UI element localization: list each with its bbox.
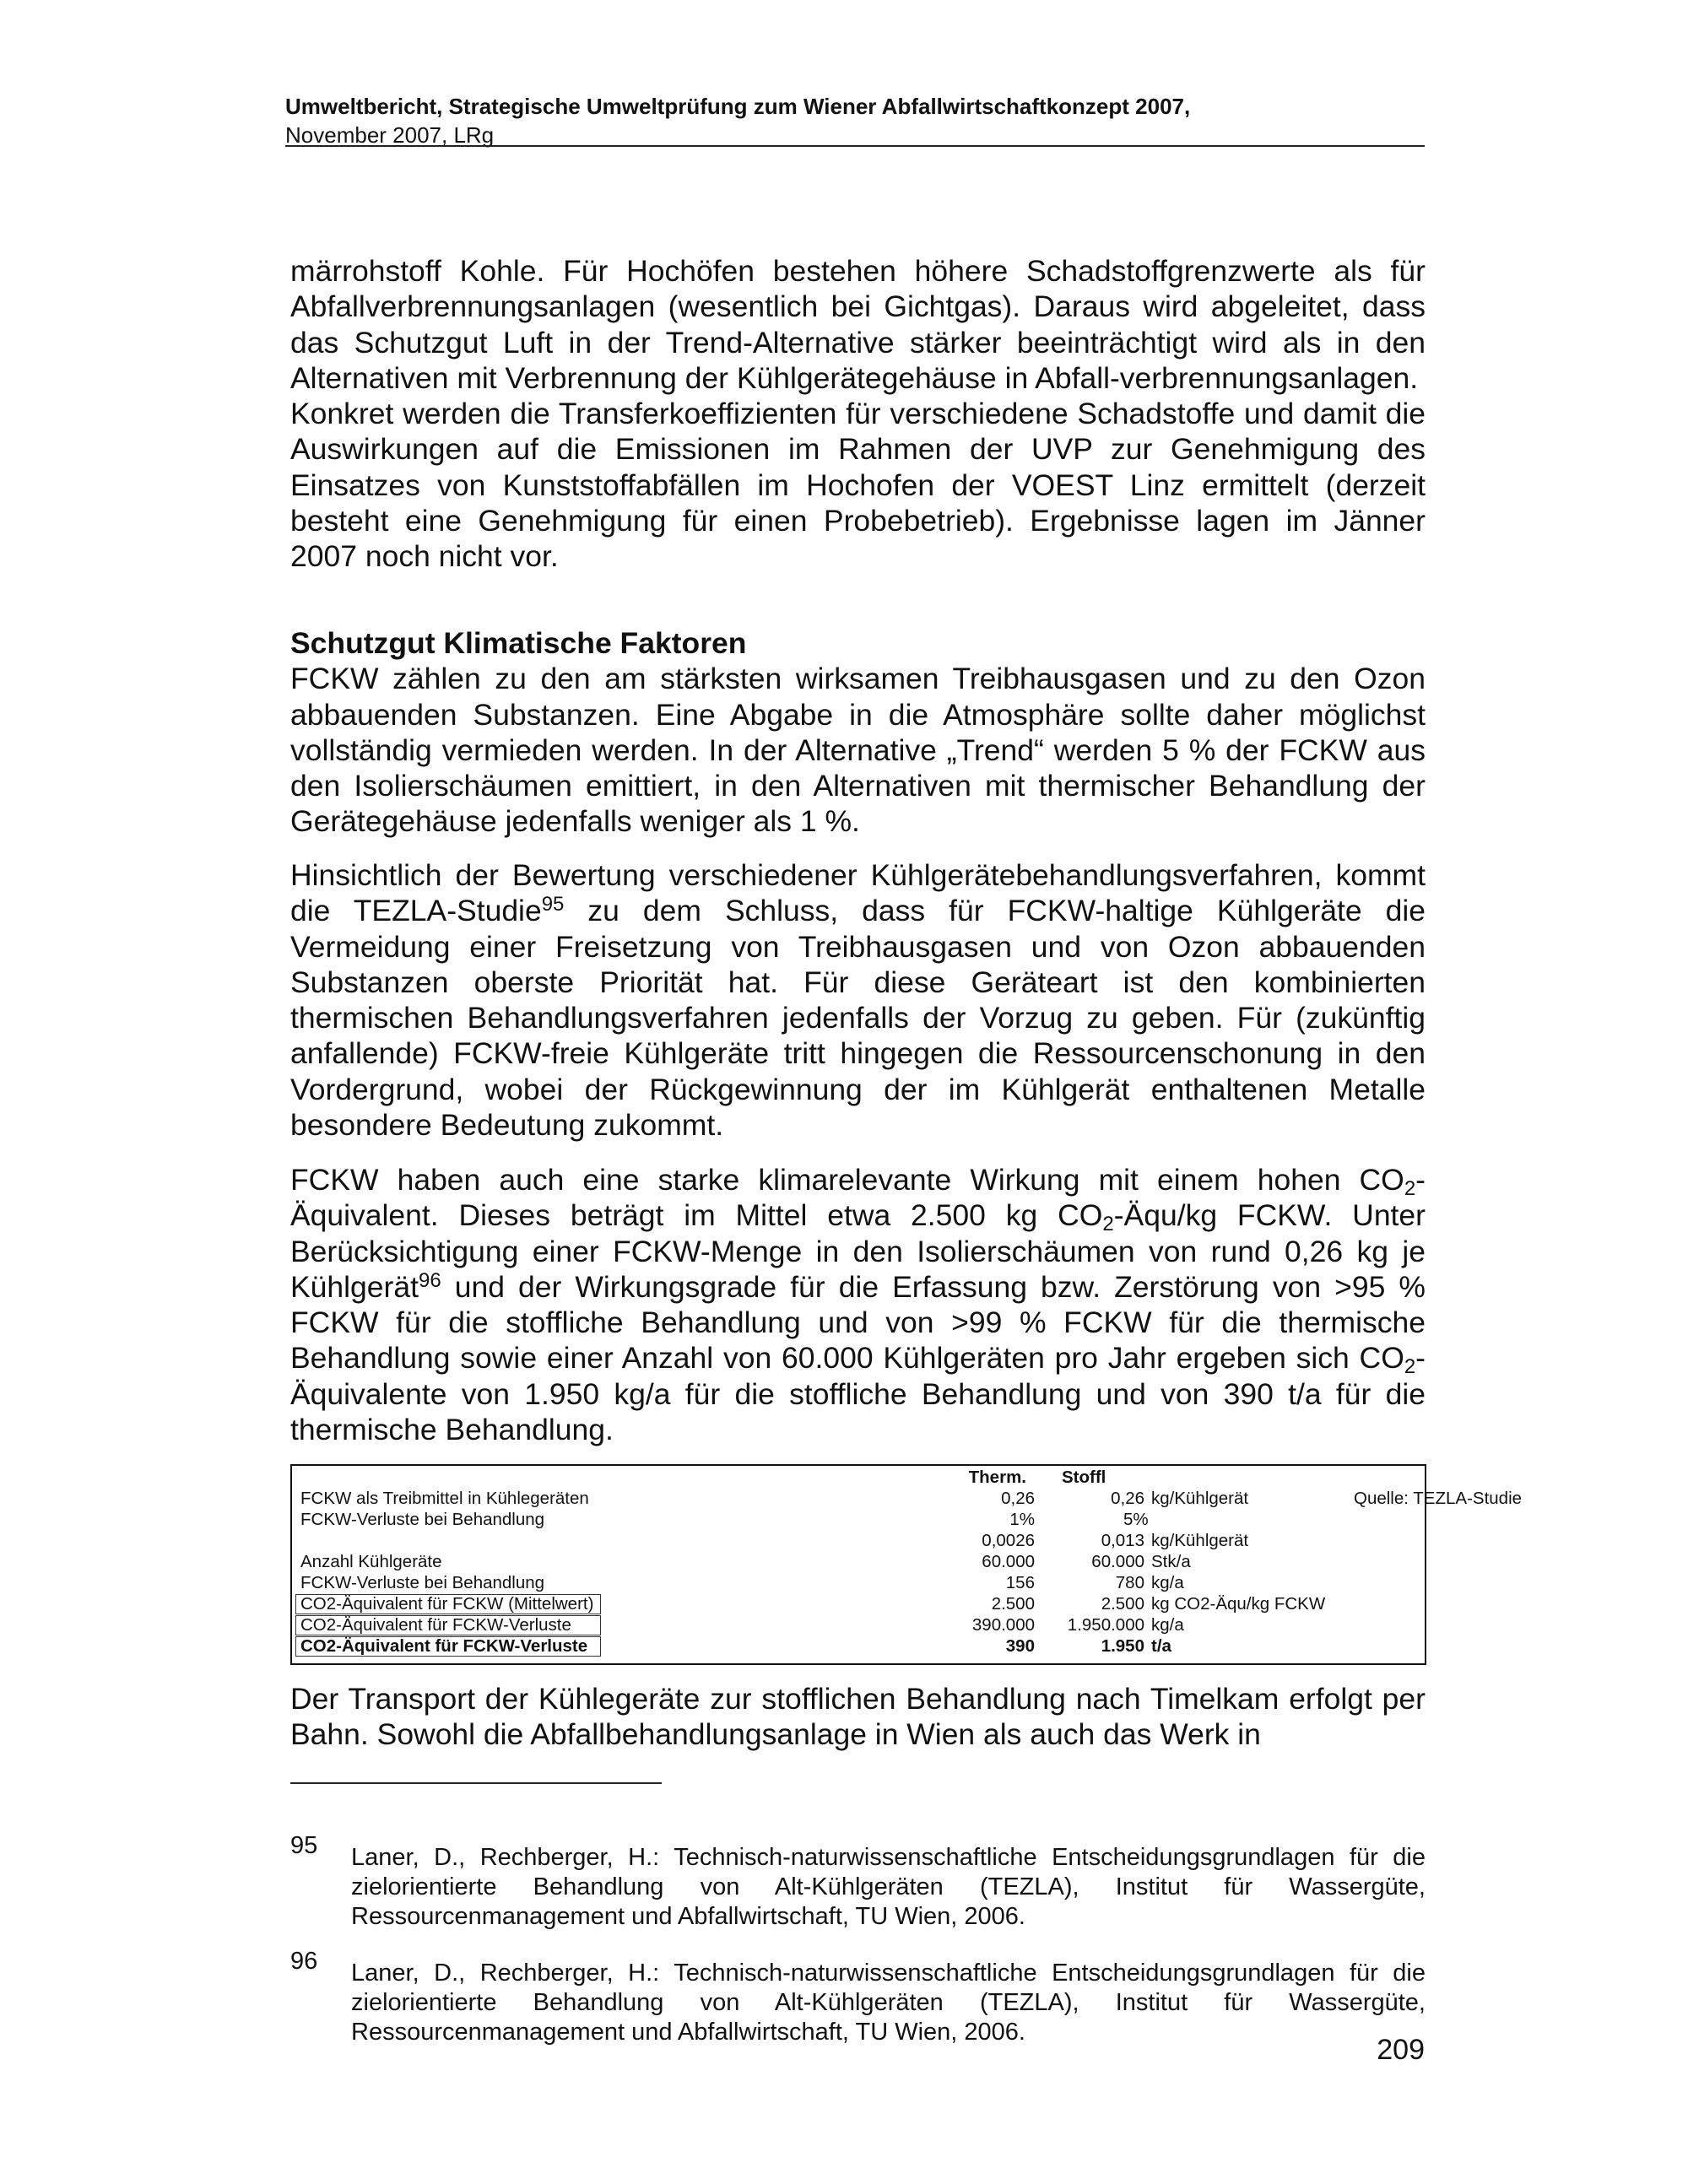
table-row (292, 1530, 1425, 1551)
cell-stoffl: 1.950 (1101, 1636, 1144, 1656)
paragraph-transferkoeffizienten: Konkret werden die Transferkoeffizienten für verschiedene Schadstoffe und damit die Auswirkungen auf die Emissionen im Rahmen der UVP zur Genehmigung des Einsatzes von Kunststoffabfällen im Hochofen der VOEST Linz ermittelt (derzeit besteht eine Genehmigung für einen Probebetrieb). Ergebnisse lagen im Jänner 2007 noch nicht vor. (290, 397, 1426, 574)
paragraph-fckw-treibhausgase: FCKW zählen zu den am stärksten wirksamen Treibhausgasen und zu den Ozon abbauenden Substanzen. Eine Abgabe in die Atmosphäre sollte daher möglichst vollständig vermieden werden. In der Alternative „Trend“ werden 5 % der FCKW aus den Isolierschäumen emittiert, in den Alternativen mit thermischer Behandlung der Gerätegehäuse jedenfalls weniger als 1 %. (290, 662, 1426, 839)
co2-text-e: -Äquivalente von 1.950 kg/a für die stoffliche Behandlung und von 390 t/a für die thermische Behandlung. (290, 1341, 1426, 1447)
cell-therm: 0,0026 (982, 1531, 1035, 1550)
cell-stoffl: 0,013 (1101, 1531, 1144, 1550)
paragraph-transport-text: Der Transport der Kühlegeräte zur stofflichen Behandlung nach Timelkam erfolgt per Bahn. Sowohl die Abfallbehandlungsanlage in Wien als auch das Werk in (290, 1682, 1426, 1752)
cell-therm: 0,26 (1001, 1489, 1035, 1508)
cell-stoffl: 780 (1115, 1573, 1144, 1592)
footnote-number: 96 (290, 1948, 318, 1975)
cell-unit: kg/Kühlgerät (1151, 1531, 1249, 1550)
row-label: CO2-Äquivalent für FCKW-Verluste (300, 1615, 571, 1635)
section-heading: Schutzgut Klimatische Faktoren (290, 626, 747, 660)
header-title: Umweltbericht, Strategische Umweltprüfung zum Wiener Abfallwirtschaftkonzept 2007, (285, 94, 1191, 119)
row-label: CO2-Äquivalent für FCKW (Mittelwert) (300, 1594, 594, 1614)
cell-therm: 1% (1009, 1510, 1035, 1529)
cell-unit: kg/Kühlgerät (1151, 1489, 1249, 1508)
cell-stoffl: 5% (1123, 1510, 1149, 1529)
cell-stoffl: 1.950.000 (1067, 1615, 1144, 1635)
cell-stoffl: 2.500 (1101, 1594, 1144, 1614)
table-row (292, 1488, 1523, 1509)
paragraph-tezla (290, 857, 1426, 1143)
table-row (292, 1572, 1425, 1593)
row-label: FCKW-Verluste bei Behandlung (300, 1510, 545, 1529)
row-label: FCKW als Treibmittel in Kühlegeräten (300, 1489, 589, 1508)
paragraph-transport (290, 1681, 1426, 1753)
column-header-stoffl: Stoffl (1062, 1468, 1106, 1487)
co2-text-a: FCKW haben auch eine starke klimarelevante Wirkung mit einem hohen CO (290, 1163, 1404, 1197)
co2-text-d: und der Wirkungsgrade für die Erfassung bzw. Zerstörung von >95 % FCKW für die stoffliche Behandlung und von >99 % FCKW für die thermische Behandlung sowie einer Anzahl von 60.000 Kühlgeräten pro Jahr ergeben sich CO (290, 1269, 1426, 1376)
footnote-text: Laner, D., Rechberger, H.: Technisch-naturwissenschaftliche Entscheidungsgrundlagen für die zielorientierte Behandlung von Alt-Kühlgeräten (TEZLA), Institut für Wassergüte, Ressourcenmanagement und Abfallwirtschaft, TU Wien, 2006. (351, 1960, 1426, 2046)
row-label: FCKW-Verluste bei Behandlung (300, 1573, 545, 1592)
table-row (292, 1551, 1425, 1572)
section-klima (290, 625, 1426, 840)
table-total-row (292, 1635, 1425, 1657)
co2-calculation-table (290, 1464, 1523, 1665)
subscript-2: 2 (1404, 1355, 1416, 1379)
footnote-96 (290, 1948, 1426, 2047)
tezla-text-a: Hinsichtlich der Bewertung verschiedener Kühlgerätebehandlungsverfahren, kommt die TEZLA-Studie (290, 858, 1426, 928)
running-header (285, 91, 1425, 149)
header-divider (285, 145, 1425, 147)
cell-stoffl: 60.000 (1091, 1552, 1144, 1571)
cell-stoffl: 0,26 (1111, 1489, 1144, 1508)
table-row (292, 1509, 1425, 1530)
cell-unit: kg CO2-Äqu/kg FCKW (1151, 1594, 1326, 1614)
footnote-ref-95[interactable]: 95 (541, 893, 565, 916)
cell-therm: 390.000 (971, 1615, 1035, 1635)
cell-therm: 156 (1005, 1573, 1035, 1592)
cell-unit: t/a (1151, 1636, 1171, 1656)
co2-text-c: -Äqu/kg FCKW. Unter Berücksichtigung einer FCKW-Menge in den Isolierschäumen von rund 0,26 kg je Kühlgerät (290, 1198, 1426, 1304)
cell-unit: kg/a (1151, 1573, 1184, 1592)
table-row (292, 1614, 1425, 1635)
cell-source-note: Quelle: TEZLA-Studie (1354, 1489, 1523, 1508)
subscript-2: 2 (1102, 1213, 1114, 1236)
footnote-95 (290, 1832, 1426, 1932)
cell-unit: Stk/a (1151, 1552, 1191, 1571)
cell-therm: 390 (1005, 1636, 1035, 1656)
paragraph-block-1 (290, 253, 1426, 575)
footnote-text: Laner, D., Rechberger, H.: Technisch-naturwissenschaftliche Entscheidungsgrundlagen für die zielorientierte Behandlung von Alt-Kühlgeräten (TEZLA), Institut für Wassergüte, Ressourcenmanagement und Abfallwirtschaft, TU Wien, 2006. (351, 1844, 1426, 1930)
cell-therm: 60.000 (982, 1552, 1035, 1571)
row-label: Anzahl Kühlgeräte (300, 1552, 442, 1571)
page-number: 209 (1377, 2034, 1425, 2066)
footnote-number: 95 (290, 1832, 318, 1859)
cell-therm: 2.500 (991, 1594, 1035, 1614)
tezla-text-b: zu dem Schluss, dass für FCKW-haltige Kühlgeräte die Vermeidung einer Freisetzung von Treibhausgasen und von Ozon abbauenden Substanzen oberste Priorität hat. Für diese Geräteart ist den kombinierten thermischen Behandlungsverfahren jedenfalls der Vorzug zu geben. Für (zukünftig anfallende) FCKW-freie Kühlgeräte tritt hingegen die Ressourcenschonung in den Vordergrund, wobei der Rückgewinnung der im Kühlgerät enthaltenen Metalle besondere Bedeutung zukommt. (290, 894, 1426, 1143)
footnote-ref-96[interactable]: 96 (418, 1268, 441, 1292)
subscript-2: 2 (1404, 1177, 1416, 1200)
paragraph-co2 (290, 1162, 1426, 1447)
table-header-row (292, 1467, 1425, 1488)
table-row (292, 1593, 1425, 1614)
co2-text-b: -Äquivalent. Dieses beträgt im Mittel etwa 2.500 kg CO (290, 1163, 1426, 1233)
cell-unit: kg/a (1151, 1615, 1184, 1635)
footnote-divider (290, 1782, 662, 1784)
column-header-therm: Therm. (968, 1468, 1026, 1487)
row-label: CO2-Äquivalent für FCKW-Verluste (300, 1636, 588, 1656)
header-subtitle: November 2007, LRg (285, 122, 495, 148)
paragraph-hochofen: märrohstoff Kohle. Für Hochöfen bestehen höhere Schadstoffgrenzwerte als für Abfallverbrennungsanlagen (wesentlich bei Gichtgas). Daraus wird abgeleitet, dass das Schutzgut Luft in der Trend-Alternative stärker beeinträchtigt wird als in den Alternativen mit Verbrennung der Kühlgerätegehäuse in Abfall-verbrennungsanlagen. (290, 254, 1426, 395)
